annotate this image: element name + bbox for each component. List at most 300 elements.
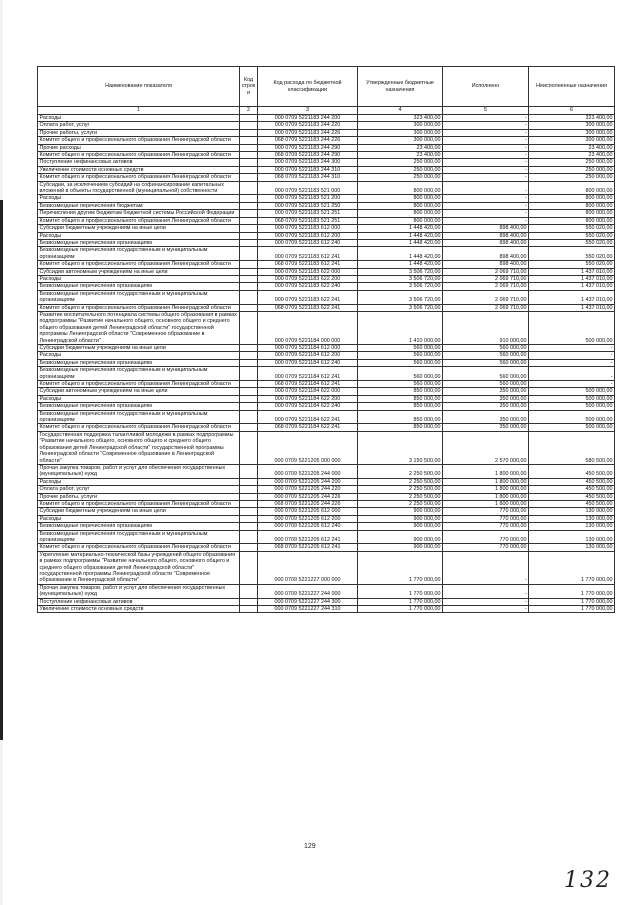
row-expense-code: 000 0709 5221205 612 240 <box>258 523 358 530</box>
row-name: Комитет общего и профессионального образования Ленинградской области <box>38 304 240 311</box>
row-line-code <box>240 598 258 605</box>
row-expense-code: 000 0709 5221205 612 241 <box>258 530 358 544</box>
row-unexecuted: 300 000,00 <box>529 137 615 144</box>
table-row <box>38 275 615 282</box>
row-executed: 560 000,00 <box>443 367 529 381</box>
row-executed: - <box>443 551 529 584</box>
row-line-code <box>240 381 258 388</box>
row-line-code <box>240 115 258 122</box>
table-row <box>38 345 615 352</box>
row-approved: 2 250 500,00 <box>358 464 443 478</box>
row-approved: 800 000,00 <box>358 202 443 209</box>
column-number-row <box>38 107 615 115</box>
row-name: Безвозмездные перечисления организациям <box>38 283 240 290</box>
row-line-code <box>240 239 258 246</box>
row-line-code <box>240 403 258 410</box>
table-row <box>38 551 615 584</box>
row-unexecuted: 130 000,00 <box>529 530 615 544</box>
table-row <box>38 352 615 359</box>
row-approved: 900 000,00 <box>358 508 443 515</box>
row-approved: 560 000,00 <box>358 359 443 366</box>
row-executed: - <box>443 606 529 613</box>
row-expense-code: 000 0709 5221184 000 000 <box>258 311 358 344</box>
row-name: Расходы <box>38 515 240 522</box>
row-unexecuted: - <box>529 359 615 366</box>
row-name: Комитет общего и профессионального образования Ленинградской области <box>38 500 240 507</box>
row-name: Расходы <box>38 395 240 402</box>
row-executed: - <box>443 598 529 605</box>
row-executed: - <box>443 129 529 136</box>
row-executed: - <box>443 202 529 209</box>
header-expense-code: Код расхода по бюджетной классификации <box>258 67 358 107</box>
row-approved: 900 000,00 <box>358 530 443 544</box>
table-row <box>38 174 615 181</box>
row-unexecuted: 450 500,00 <box>529 464 615 478</box>
row-line-code <box>240 217 258 224</box>
row-unexecuted: - <box>529 352 615 359</box>
row-name: Безвозмездные перечисления организациям <box>38 359 240 366</box>
row-expense-code: 000 0709 5221184 612 240 <box>258 359 358 366</box>
row-expense-code: 000 0709 5221227 244 300 <box>258 598 358 605</box>
row-name: Перечисления другим бюджетам бюджетной системы Российской Федерации <box>38 210 240 217</box>
row-expense-code: 000 0709 5221183 244 220 <box>258 122 358 129</box>
row-executed: 1 800 000,00 <box>443 500 529 507</box>
row-name: Прочая закупка товаров, работ и услуг для обеспечения государственных (муниципальных) нужд <box>38 464 240 478</box>
row-executed: 2 069 710,00 <box>443 304 529 311</box>
row-name: Развитие воспитательного потенциала системы общего образования в рамках подпрограммы "Развитие начального общего, основного общего и среднего общего образования детей Ленинградской области" государственной программы Ленинградской области "Современное образование в Ленинградской области" <box>38 311 240 344</box>
row-executed: 898 400,00 <box>443 239 529 246</box>
row-name: Прочие работы, услуги <box>38 493 240 500</box>
row-approved: 1 448 420,00 <box>358 261 443 268</box>
row-name: Безвозмездные перечисления организациям <box>38 403 240 410</box>
row-approved: 300 000,00 <box>358 129 443 136</box>
row-unexecuted: 250 000,00 <box>529 174 615 181</box>
row-expense-code: 000 0709 5221183 622 200 <box>258 275 358 282</box>
row-unexecuted: 550 020,00 <box>529 261 615 268</box>
header-name: Наименование показателя <box>38 67 240 107</box>
table-header <box>38 67 615 107</box>
row-unexecuted: 500 000,00 <box>529 424 615 431</box>
row-executed: - <box>443 115 529 122</box>
row-approved: 2 250 500,00 <box>358 493 443 500</box>
row-expense-code: 000 0709 5221183 612 000 <box>258 225 358 232</box>
table-row <box>38 431 615 464</box>
row-name: Расходы <box>38 275 240 282</box>
table-row <box>38 181 615 195</box>
table-row <box>38 144 615 151</box>
header-approved: Утвержденные бюджетные назначения <box>358 67 443 107</box>
table-row <box>38 500 615 507</box>
row-expense-code: 000 0709 5221184 622 000 <box>258 388 358 395</box>
row-line-code <box>240 129 258 136</box>
row-unexecuted: 800 000,00 <box>529 217 615 224</box>
row-approved: 3 506 720,00 <box>358 304 443 311</box>
row-name: Оплата работ, услуг <box>38 486 240 493</box>
row-executed: 350 000,00 <box>443 410 529 424</box>
table-row <box>38 115 615 122</box>
row-expense-code: 000 0709 5221183 622 241 <box>258 290 358 304</box>
table-row <box>38 159 615 166</box>
row-line-code <box>240 144 258 151</box>
scan-binding-mark <box>0 200 3 740</box>
row-unexecuted: 323 400,00 <box>529 115 615 122</box>
row-executed: 1 800 000,00 <box>443 464 529 478</box>
row-expense-code: 000 0709 5221183 622 240 <box>258 283 358 290</box>
row-unexecuted: - <box>529 381 615 388</box>
row-line-code <box>240 359 258 366</box>
row-approved: 1 410 000,00 <box>358 311 443 344</box>
row-name: Безвозмездные перечисления государственным и муниципальным организациям <box>38 290 240 304</box>
row-executed: - <box>443 159 529 166</box>
column-number: 2 <box>240 107 258 115</box>
row-approved: 900 000,00 <box>358 523 443 530</box>
row-name: Безвозмездные перечисления организациям <box>38 239 240 246</box>
row-line-code <box>240 606 258 613</box>
table-row <box>38 202 615 209</box>
table-row <box>38 530 615 544</box>
row-expense-code: 000 0709 5221183 244 226 <box>258 129 358 136</box>
row-line-code <box>240 584 258 598</box>
row-approved: 23 400,00 <box>358 152 443 159</box>
row-unexecuted: 250 000,00 <box>529 159 615 166</box>
row-approved: 900 000,00 <box>358 544 443 551</box>
row-name: Субсидии автономным учреждениям на иные цели <box>38 388 240 395</box>
row-unexecuted: 1 437 010,00 <box>529 268 615 275</box>
row-approved: 3 506 720,00 <box>358 283 443 290</box>
column-number: 6 <box>529 107 615 115</box>
row-unexecuted: 550 020,00 <box>529 225 615 232</box>
row-name: Увеличение стоимости основных средств <box>38 606 240 613</box>
row-executed: 770 000,00 <box>443 508 529 515</box>
row-executed: 1 800 000,00 <box>443 478 529 485</box>
row-approved: 850 000,00 <box>358 403 443 410</box>
row-line-code <box>240 530 258 544</box>
row-unexecuted: 500 000,00 <box>529 410 615 424</box>
row-approved: 2 250 500,00 <box>358 486 443 493</box>
row-executed: - <box>443 217 529 224</box>
row-unexecuted: 1 437 010,00 <box>529 290 615 304</box>
table-row <box>38 381 615 388</box>
row-expense-code: 000 0709 5221205 244 000 <box>258 464 358 478</box>
table-row <box>38 478 615 485</box>
row-name: Оплата работ, услуг <box>38 122 240 129</box>
row-unexecuted: 1 770 000,00 <box>529 606 615 613</box>
table-row <box>38 195 615 202</box>
row-unexecuted: 300 000,00 <box>529 122 615 129</box>
row-expense-code: 000 0709 5221184 612 200 <box>258 352 358 359</box>
row-executed: - <box>443 137 529 144</box>
row-line-code <box>240 225 258 232</box>
row-expense-code: 000 0709 5221183 244 290 <box>258 144 358 151</box>
row-executed: - <box>443 174 529 181</box>
row-unexecuted: 550 020,00 <box>529 247 615 261</box>
row-name: Расходы <box>38 195 240 202</box>
row-name: Безвозмездные перечисления государственным и муниципальным организациям <box>38 530 240 544</box>
row-line-code <box>240 137 258 144</box>
row-name: Безвозмездные перечисления бюджетам <box>38 202 240 209</box>
table-row <box>38 129 615 136</box>
table-row <box>38 290 615 304</box>
column-number: 4 <box>358 107 443 115</box>
row-expense-code: 000 0709 5221183 612 240 <box>258 239 358 246</box>
row-name: Комитет общего и профессионального образования Ленинградской области <box>38 424 240 431</box>
row-approved: 560 000,00 <box>358 345 443 352</box>
row-expense-code: 000 0709 5221183 521 000 <box>258 181 358 195</box>
row-name: Государственная поддержка талантливой молодежи в рамках подпрограммы "Развитие начального общего, основного общего и среднего общего образования детей Ленинградской области" государственной программы Ленинградской области "Современное образование в Ленинградской области" <box>38 431 240 464</box>
row-line-code <box>240 290 258 304</box>
row-expense-code: 000 0709 5221227 244 000 <box>258 584 358 598</box>
row-executed: 770 000,00 <box>443 515 529 522</box>
table-row <box>38 464 615 478</box>
row-expense-code: 068 0709 5221205 612 241 <box>258 544 358 551</box>
table-row <box>38 395 615 402</box>
row-approved: 900 000,00 <box>358 515 443 522</box>
row-line-code <box>240 345 258 352</box>
row-executed: 898 400,00 <box>443 247 529 261</box>
row-unexecuted: - <box>529 367 615 381</box>
row-unexecuted: 130 000,00 <box>529 523 615 530</box>
table-row <box>38 424 615 431</box>
row-executed: 350 000,00 <box>443 424 529 431</box>
row-unexecuted: 500 000,00 <box>529 395 615 402</box>
row-unexecuted: 500 000,00 <box>529 388 615 395</box>
row-unexecuted: 550 020,00 <box>529 232 615 239</box>
row-unexecuted: 550 020,00 <box>529 239 615 246</box>
row-name: Увеличение стоимости основных средств <box>38 166 240 173</box>
row-expense-code: 000 0709 5221227 000 000 <box>258 551 358 584</box>
row-executed: 560 000,00 <box>443 381 529 388</box>
row-unexecuted: 500 000,00 <box>529 311 615 344</box>
row-approved: 1 770 000,00 <box>358 551 443 584</box>
row-unexecuted: 800 000,00 <box>529 210 615 217</box>
row-approved: 850 000,00 <box>358 424 443 431</box>
row-name: Безвозмездные перечисления государственным и муниципальным организациям <box>38 367 240 381</box>
row-expense-code: 068 0709 5221183 244 310 <box>258 174 358 181</box>
row-unexecuted: 250 000,00 <box>529 166 615 173</box>
row-unexecuted: 1 437 010,00 <box>529 283 615 290</box>
row-executed: 560 000,00 <box>443 352 529 359</box>
row-line-code <box>240 352 258 359</box>
table-row <box>38 403 615 410</box>
row-expense-code: 000 0709 5221184 622 200 <box>258 395 358 402</box>
table-row <box>38 508 615 515</box>
row-expense-code: 000 0709 5221205 244 220 <box>258 486 358 493</box>
row-unexecuted: 450 500,00 <box>529 493 615 500</box>
row-approved: 250 000,00 <box>358 166 443 173</box>
row-expense-code: 000 0709 5221183 612 241 <box>258 247 358 261</box>
row-line-code <box>240 424 258 431</box>
row-name: Расходы <box>38 232 240 239</box>
row-expense-code: 000 0709 5221184 612 000 <box>258 345 358 352</box>
row-approved: 800 000,00 <box>358 210 443 217</box>
row-line-code <box>240 195 258 202</box>
row-line-code <box>240 551 258 584</box>
row-unexecuted: 500 000,00 <box>529 403 615 410</box>
row-expense-code: 000 0709 5221205 612 200 <box>258 515 358 522</box>
row-line-code <box>240 181 258 195</box>
row-expense-code: 000 0709 5221183 244 300 <box>258 159 358 166</box>
row-executed: 898 400,00 <box>443 261 529 268</box>
row-approved: 1 448 420,00 <box>358 225 443 232</box>
row-approved: 23 400,00 <box>358 144 443 151</box>
row-approved: 800 000,00 <box>358 217 443 224</box>
table-row <box>38 283 615 290</box>
row-expense-code: 000 0709 5221205 244 200 <box>258 478 358 485</box>
row-approved: 800 000,00 <box>358 195 443 202</box>
row-unexecuted: 23 400,00 <box>529 144 615 151</box>
row-name: Комитет общего и профессионального образования Ленинградской области <box>38 152 240 159</box>
table-row <box>38 606 615 613</box>
row-name: Комитет общего и профессионального образования Ленинградской области <box>38 544 240 551</box>
row-expense-code: 068 0709 5221183 244 226 <box>258 137 358 144</box>
row-expense-code: 000 0709 5221184 612 241 <box>258 367 358 381</box>
row-executed: - <box>443 152 529 159</box>
row-name: Комитет общего и профессионального образования Ленинградской области <box>38 174 240 181</box>
row-approved: 300 000,00 <box>358 122 443 129</box>
table-row <box>38 217 615 224</box>
row-executed: 2 570 000,00 <box>443 431 529 464</box>
row-expense-code: 000 0709 5221184 622 241 <box>258 410 358 424</box>
row-executed: 350 000,00 <box>443 388 529 395</box>
row-line-code <box>240 122 258 129</box>
row-line-code <box>240 275 258 282</box>
row-name: Комитет общего и профессионального образования Ленинградской области <box>38 217 240 224</box>
row-approved: 560 000,00 <box>358 367 443 381</box>
table-row <box>38 166 615 173</box>
row-unexecuted: 450 500,00 <box>529 486 615 493</box>
row-executed: 2 069 710,00 <box>443 290 529 304</box>
row-name: Расходы <box>38 115 240 122</box>
row-name: Субсидии автономным учреждениям на иные цели <box>38 268 240 275</box>
header-unexecuted: Неисполненные назначения <box>529 67 615 107</box>
row-unexecuted: 800 000,00 <box>529 202 615 209</box>
table-row <box>38 523 615 530</box>
row-executed: 898 400,00 <box>443 225 529 232</box>
row-line-code <box>240 268 258 275</box>
row-unexecuted: 130 000,00 <box>529 544 615 551</box>
table-row <box>38 410 615 424</box>
row-line-code <box>240 500 258 507</box>
row-approved: 1 770 000,00 <box>358 584 443 598</box>
row-expense-code: 000 0709 5221183 622 000 <box>258 268 358 275</box>
row-name: Комитет общего и профессионального образования Ленинградской области <box>38 261 240 268</box>
table-row <box>38 311 615 344</box>
row-line-code <box>240 544 258 551</box>
row-unexecuted: 130 000,00 <box>529 515 615 522</box>
row-approved: 250 000,00 <box>358 159 443 166</box>
row-unexecuted: 130 000,00 <box>529 508 615 515</box>
row-approved: 3 506 720,00 <box>358 275 443 282</box>
column-number: 3 <box>258 107 358 115</box>
table-row <box>38 584 615 598</box>
row-unexecuted: 1 770 000,00 <box>529 598 615 605</box>
header-line-code: Код строки <box>240 67 258 107</box>
table-row <box>38 598 615 605</box>
row-unexecuted: - <box>529 345 615 352</box>
row-line-code <box>240 410 258 424</box>
row-expense-code: 000 0709 5221183 612 200 <box>258 232 358 239</box>
row-name: Комитет общего и профессионального образования Ленинградской области <box>38 381 240 388</box>
header-executed: Исполнено <box>443 67 529 107</box>
row-unexecuted: 1 770 000,00 <box>529 551 615 584</box>
row-line-code <box>240 478 258 485</box>
row-executed: 560 000,00 <box>443 345 529 352</box>
budget-execution-table <box>37 66 615 613</box>
table-row <box>38 359 615 366</box>
row-unexecuted: 1 770 000,00 <box>529 584 615 598</box>
row-approved: 850 000,00 <box>358 395 443 402</box>
row-unexecuted: 450 500,00 <box>529 500 615 507</box>
table-row <box>38 232 615 239</box>
table-row <box>38 247 615 261</box>
row-approved: 850 000,00 <box>358 388 443 395</box>
row-name: Субсидии бюджетным учреждениям на иные цели <box>38 508 240 515</box>
row-line-code <box>240 508 258 515</box>
row-name: Безвозмездные перечисления организациям <box>38 523 240 530</box>
row-name: Укрепление материально-технической базы учреждений общего образования в рамках подпрограммы "Развитие начального общего, основного общего и среднего общего образования детей Ленинградской области" государственной программы Ленинградской области "Современное образование в Ленинградской области" <box>38 551 240 584</box>
row-expense-code: 000 0709 5221183 521 251 <box>258 210 358 217</box>
table-row <box>38 493 615 500</box>
row-unexecuted: 450 500,00 <box>529 478 615 485</box>
row-executed: 898 400,00 <box>443 232 529 239</box>
row-approved: 250 000,00 <box>358 174 443 181</box>
row-unexecuted: 1 437 010,00 <box>529 304 615 311</box>
row-line-code <box>240 388 258 395</box>
table-row <box>38 388 615 395</box>
row-line-code <box>240 202 258 209</box>
row-name: Прочие расходы <box>38 144 240 151</box>
row-approved: 1 770 000,00 <box>358 598 443 605</box>
row-executed: 770 000,00 <box>443 523 529 530</box>
row-executed: 910 000,00 <box>443 311 529 344</box>
row-executed: - <box>443 210 529 217</box>
row-approved: 3 506 720,00 <box>358 290 443 304</box>
row-expense-code: 068 0709 5221205 244 226 <box>258 500 358 507</box>
row-line-code <box>240 486 258 493</box>
row-name: Прочие работы, услуги <box>38 129 240 136</box>
header-row <box>38 67 615 107</box>
row-expense-code: 000 0709 5221205 612 000 <box>258 508 358 515</box>
row-approved: 1 448 420,00 <box>358 232 443 239</box>
row-unexecuted: 300 000,00 <box>529 129 615 136</box>
row-name: Поступление нефинансовых активов <box>38 598 240 605</box>
row-executed: - <box>443 144 529 151</box>
row-line-code <box>240 152 258 159</box>
row-executed: 770 000,00 <box>443 530 529 544</box>
table-row <box>38 544 615 551</box>
table-row <box>38 261 615 268</box>
row-executed: - <box>443 122 529 129</box>
row-name: Субсидии бюджетным учреждениям на иные цели <box>38 345 240 352</box>
page-number: 129 <box>304 843 316 850</box>
row-line-code <box>240 311 258 344</box>
row-expense-code: 000 0709 5221183 521 200 <box>258 195 358 202</box>
row-name: Безвозмездные перечисления государственным и муниципальным организациям <box>38 410 240 424</box>
row-line-code <box>240 304 258 311</box>
table-row <box>38 367 615 381</box>
column-number: 1 <box>38 107 240 115</box>
row-unexecuted: 800 000,00 <box>529 181 615 195</box>
row-expense-code: 000 0709 5221184 622 240 <box>258 403 358 410</box>
table-row <box>38 515 615 522</box>
row-name: Субсидии, за исключением субсидий на софинансирование капитальных вложений в объекты государственной (муниципальной) собственности <box>38 181 240 195</box>
row-approved: 300 000,00 <box>358 137 443 144</box>
row-line-code <box>240 261 258 268</box>
row-unexecuted: 23 400,00 <box>529 152 615 159</box>
table-row <box>38 225 615 232</box>
row-line-code <box>240 283 258 290</box>
row-name: Прочая закупка товаров, работ и услуг для обеспечения государственных (муниципальных) нужд <box>38 584 240 598</box>
